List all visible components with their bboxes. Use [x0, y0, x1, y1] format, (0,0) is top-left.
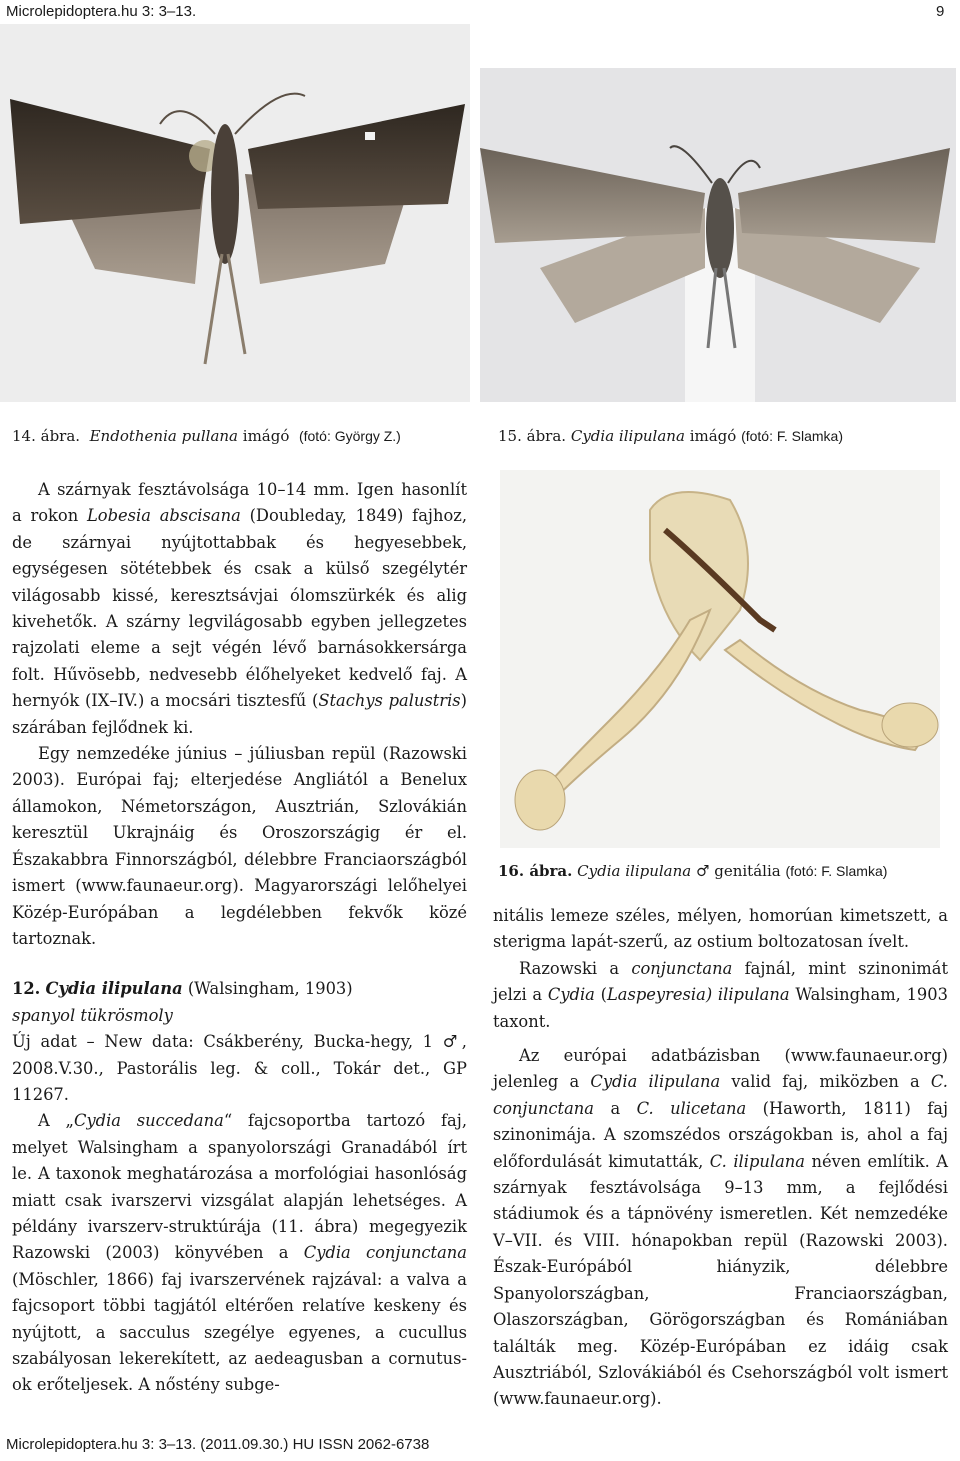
new-data: Új adat – New data: Csákberény, Bucka-hegy, 1 ♂, 2008.V.30., Pastorális leg. & coll., Tokár det., GP 11267. [12, 1032, 467, 1104]
paragraph-synonym: Razowski a conjunctana fajnál, mint szinonimát jelzi a Cydia (Laspeyresia) ilipulana Walsingham, 1903 taxont. [493, 958, 948, 1031]
figure-15-caption: 15. ábra. Cydia ilipulana imágó (fotó: F. Slamka) [498, 427, 843, 445]
figure-16-caption: 16. ábra. Cydia ilipulana ♂ genitália (fotó: F. Slamka) [498, 862, 888, 880]
common-name: spanyol tükrösmoly [12, 1005, 173, 1025]
paragraph-distribution: Egy nemzedéke június – júliusban repül (Razowski 2003). Európai faj; elterjedése Angliától a Benelux államokon, Németországon, Ausztrián, Szlovákián keresztül Ukrajnáig és Oroszországig ér el. Északabbra Finnországból, délebbre Franciaországból ismert (www.faunaeur.org). Magyarországi lelőhelyei Közép-Európában a legdélebben fekvők közé tartoznak. [12, 744, 467, 948]
figure-14-moth-photo [0, 24, 470, 402]
running-header: Microlepidoptera.hu 3: 3–13. [6, 3, 197, 20]
section-heading: 12. Cydia ilipulana (Walsingham, 1903) [12, 979, 353, 999]
footer: Microlepidoptera.hu 3: 3–13. (2011.09.30.) HU ISSN 2062-6738 [6, 1436, 430, 1453]
figure-14-caption: 14. ábra. Endothenia pullana imágó (fotó: György Z.) [12, 427, 401, 445]
left-column [12, 477, 467, 1399]
right-column [493, 903, 948, 1413]
paragraph-database: Az európai adatbázisban (www.faunaeur.org) jelenleg a Cydia ilipulana valid faj, miközben a C. conjunctana a C. ulicetana (Haworth, 1811) faj szinonimája. A szomszédos országokban is, ahol a faj előfordulását kimutatták, C. ilipulana néven említik. A szárnyak fesztávolsága 9–13 mm, a fejlődési stádiumok és a tápnövény ismeretlen. Két nemzedéke V–VII. és VIII. hónapokban repül (Razowski 2003). Észak-Európából hiányzik, délebbre Spanyolországban, Franciaországban, Olaszországban, Görögországban és Romániában találták meg. Közép-Európában ez idáig csak Ausztriából, Szlovákiából és Csehországból volt ismert (www.faunaeur.org). [493, 1046, 949, 1409]
page-number: 9 [936, 3, 945, 20]
figure-15-moth-photo [480, 68, 956, 402]
paragraph-taxonomy: A „Cydia succedana“ fajcsoportba tartozó faj, melyet Walsingham a spanyolországi Granadából írt le. A taxonok meghatározása a morfológiai hasonlóság miatt csak ivarszervi vizsgálat alapján lehetséges. A példány ivarszerv-struktúrája (11. ábra) megegyezik Razowski (2003) könyvében a Cydia conjunctana (Möschler, 1866) faj ivarszervének rajzával: a valva a fajcsoport többi tagjától eltérően relatíve keskeny és nyújtott, a sacculus szegélye egyenes, a cucullus szabályosan lekerekített, az aedeagusban a cornutus-ok erőteljesek. A nőstény subge- [12, 1111, 467, 1395]
paragraph-continuation: nitális lemeze széles, mélyen, homorúan kimetszett, a sterigma lapát-szerű, az ostium boltozatosan ívelt. [493, 906, 948, 952]
figure-16-genitalia-photo [500, 470, 940, 848]
paragraph-wingspan: A szárnyak fesztávolsága 10–14 mm. Igen hasonlít a rokon Lobesia abscisana (Doubleday, 1849) fajhoz, de szárnyai nyújtottabbak és hegyesebbek, egységesen sötétebbek és csak a külső szegélytér világosabb kissé, keresztsávjai ólomszürkék és alig kivehetők. A szárny legvilágosabb egyben jellegzetes rajzolati eleme a sejt végén lévő barnásokkersárga folt. Hűvösebb, nedvesebb élőhelyeket kedvelő faj. A hernyók (IX–IV.) a mocsári tisztesfű (Stachys palustris) szárában fejlődnek ki. [12, 480, 468, 737]
